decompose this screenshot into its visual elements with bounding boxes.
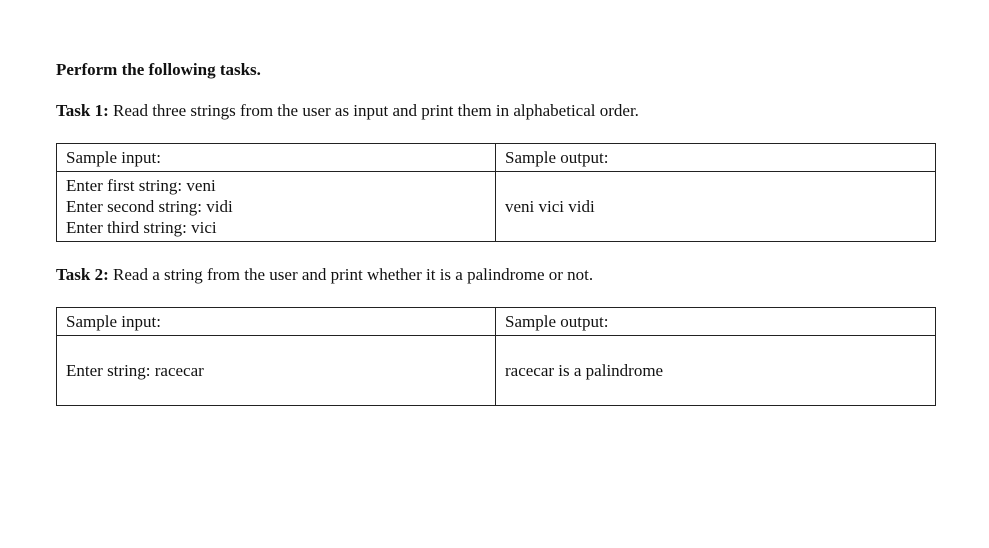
input-line: Enter first string: veni bbox=[66, 176, 216, 195]
table-header-row bbox=[57, 308, 936, 336]
sample-input-header: Sample input: bbox=[57, 308, 496, 336]
task-1-statement bbox=[56, 101, 639, 121]
task-2-label: Task 2: bbox=[56, 265, 109, 284]
page-heading: Perform the following tasks. bbox=[56, 60, 261, 79]
table-row bbox=[57, 172, 936, 242]
task-2-description: Read a string from the user and print whether it is a palindrome or not. bbox=[113, 265, 594, 284]
sample-output-header: Sample output: bbox=[496, 144, 936, 172]
input-line: Enter second string: vidi bbox=[66, 197, 233, 216]
task-2-statement bbox=[56, 265, 593, 285]
sample-input-cell bbox=[57, 336, 496, 406]
sample-output-cell: veni vici vidi bbox=[496, 172, 936, 242]
task-1-label: Task 1: bbox=[56, 101, 109, 120]
sample-input-header: Sample input: bbox=[57, 144, 496, 172]
task-2-sample-table bbox=[56, 307, 936, 406]
sample-output-cell: racecar is a palindrome bbox=[496, 336, 936, 406]
sample-output-header: Sample output: bbox=[496, 308, 936, 336]
table-row bbox=[57, 336, 936, 406]
input-line: Enter string: racecar bbox=[66, 361, 204, 380]
task-1-description: Read three strings from the user as input and print them in alphabetical order. bbox=[113, 101, 639, 120]
input-line: Enter third string: vici bbox=[66, 218, 217, 237]
sample-input-cell bbox=[57, 172, 496, 242]
task-1-sample-table bbox=[56, 143, 936, 242]
table-header-row bbox=[57, 144, 936, 172]
